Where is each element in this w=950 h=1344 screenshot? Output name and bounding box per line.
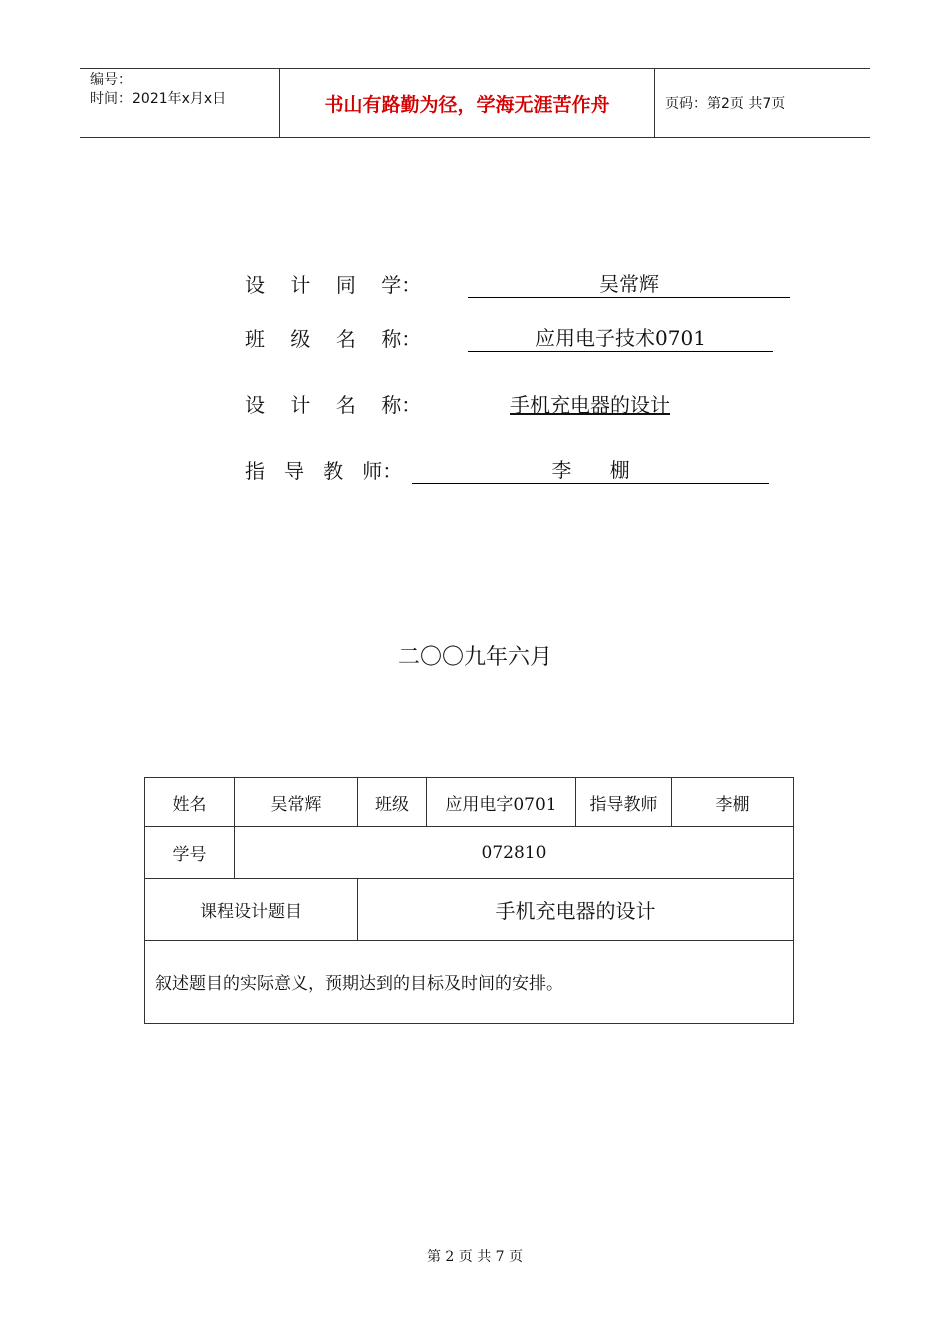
date: 二〇〇九年六月 [397,645,552,670]
field-design-value: 手机充电器的设计 [510,393,670,417]
id-label: 学号 [145,827,235,879]
field-design [245,389,712,418]
field-student-label: 设 计 同 学： [245,273,422,297]
header-meta [80,69,280,137]
name-value: 吴常辉 [235,778,358,827]
id-value: 072810 [235,827,794,879]
field-teacher-label: 指 导 教 师： [245,459,403,483]
page-footer: 第 2 页 共 7 页 [426,1249,524,1265]
teacher-value: 李棚 [672,778,794,827]
field-class [245,322,773,352]
class-label: 班级 [358,778,427,827]
topic-value: 手机充电器的设计 [358,879,794,941]
field-teacher [245,454,769,484]
description: 叙述题目的实际意义，预期达到的目标及时间的安排。 [145,941,794,1024]
time-label: 时间：2021年x月x日 [90,91,227,107]
field-design-label: 设 计 名 称： [245,393,422,417]
teacher-label: 指导教师 [576,778,672,827]
field-class-label: 班 级 名 称： [245,327,422,351]
field-student [245,268,790,298]
class-value: 应用电字0701 [427,778,576,827]
number-label: 编号： [90,72,132,88]
motto: 书山有路勤为径，学海无涯苦作舟 [280,69,655,137]
name-label: 姓名 [145,778,235,827]
field-student-value: 吴常辉 [468,268,790,298]
header-table [80,68,870,138]
topic-label: 课程设计题目 [145,879,358,941]
info-table [144,777,794,1024]
field-teacher-value: 李 棚 [412,454,769,484]
page-info: 页码：第2页 共7页 [665,96,786,112]
field-class-value: 应用电子技术0701 [468,322,773,352]
